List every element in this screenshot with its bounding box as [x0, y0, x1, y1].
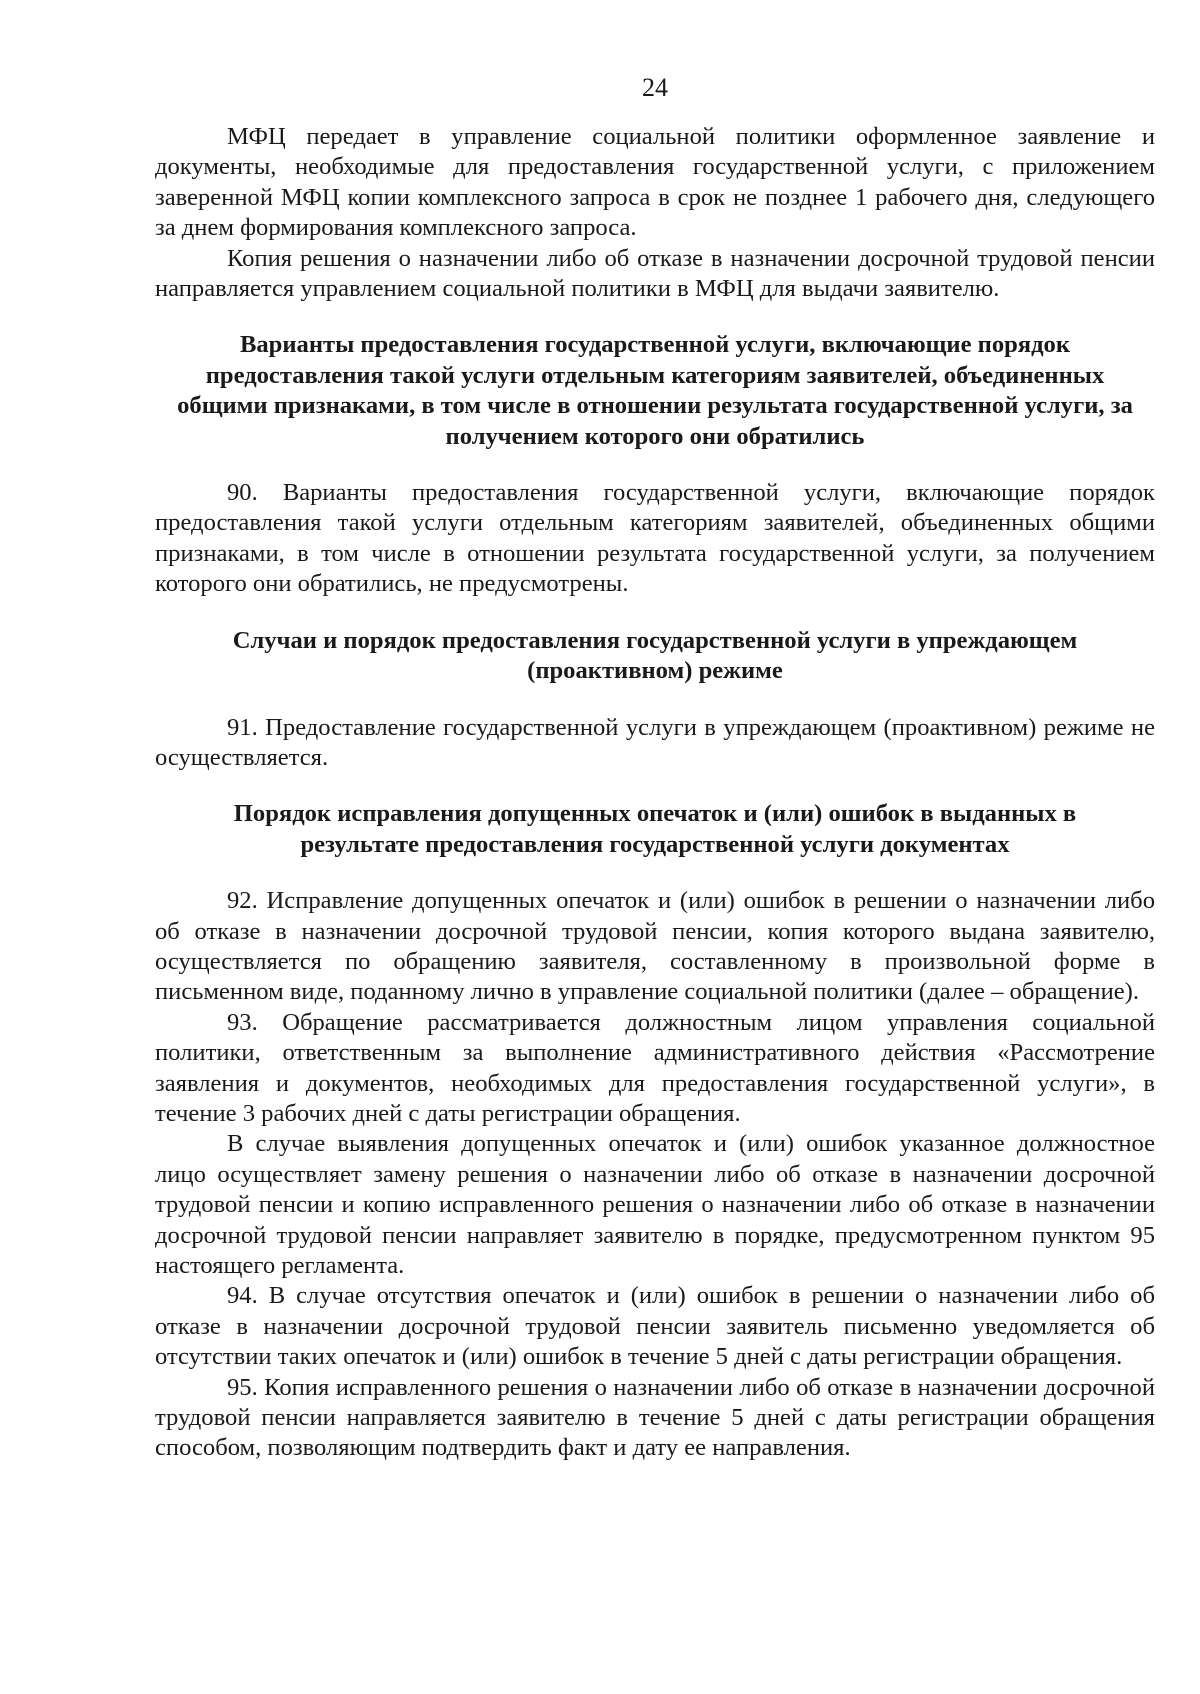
paragraph-92: 92. Исправление допущенных опечаток и (или) ошибок в решении о назначении либо об отказе в назначении досрочной трудовой пенсии, копия которого выдана заявителю, осуществляется по обращению заявителя, составленному в произвольной форме в письменном виде, поданному лично в управление социальной политики (далее – обращение). [155, 887, 1155, 1006]
paragraph-decision-copy: Копия решения о назначении либо об отказе в назначении досрочной трудовой пенсии направляется управлением социальной политики в МФЦ для выдачи заявителю. [155, 244, 1155, 303]
paragraph-91: 91. Предоставление государственной услуги в упреждающем (проактивном) режиме не осуществляется. [155, 713, 1155, 771]
section-heading-proactive: Случаи и порядок предоставления государственной услуги в упреждающем (проактивном) режиме [232, 626, 1078, 685]
document-page [155, 70, 1155, 1464]
page-number: 24 [642, 73, 668, 102]
paragraph-90: 90. Варианты предоставления государственной услуги, включающие порядок предоставления такой услуги отдельным категориям заявителей, объединенных общими признаками, в том числе в отношении результата государственной услуги, за получением которого они обратились, не предусмотрены. [155, 479, 1155, 598]
paragraph-93: 93. Обращение рассматривается должностным лицом управления социальной политики, ответственным за выполнение административного действия «Рассмотрение заявления и документов, необходимых для предоставления государственной услуги», в течение 3 рабочих дней с даты регистрации обращения. [155, 1008, 1155, 1127]
section-heading-variants: Варианты предоставления государственной услуги, включающие порядок предоставления такой услуги отдельным категориям заявителей, объединенных общими признаками, в том числе в отношении результата государственной услуги, за получением которого они обратились [177, 331, 1133, 450]
paragraph-95: 95. Копия исправленного решения о назначении либо об отказе в назначении досрочной трудовой пенсии направляется заявителю в течение 5 дней с даты регистрации обращения способом, позволяющим подтвердить факт и дату ее направления. [155, 1373, 1155, 1462]
section-heading-corrections: Порядок исправления допущенных опечаток и (или) ошибок в выданных в результате предоставления государственной услуги документах [233, 800, 1077, 858]
paragraph-94: 94. В случае отсутствия опечаток и (или) ошибок в решении о назначении либо об отказе в назначении досрочной трудовой пенсии заявитель письменно уведомляется об отсутствии таких опечаток и (или) ошибок в течение 5 дней с даты регистрации обращения. [155, 1282, 1155, 1371]
paragraph-errors-found: В случае выявления допущенных опечаток и (или) ошибок указанное должностное лицо осуществляет замену решения о назначении либо об отказе в назначении досрочной трудовой пенсии и копию исправленного решения о назначении либо об отказе в назначении досрочной трудовой пенсии направляет заявителю в порядке, предусмотренном пунктом 95 настоящего регламента. [155, 1130, 1155, 1279]
paragraph-mfc-transfer: МФЦ передает в управление социальной политики оформленное заявление и документы, необходимые для предоставления государственной услуги, с приложением заверенной МФЦ копии комплексного запроса в срок не позднее 1 рабочего дня, следующего за днем формирования комплексного запроса. [155, 123, 1155, 242]
